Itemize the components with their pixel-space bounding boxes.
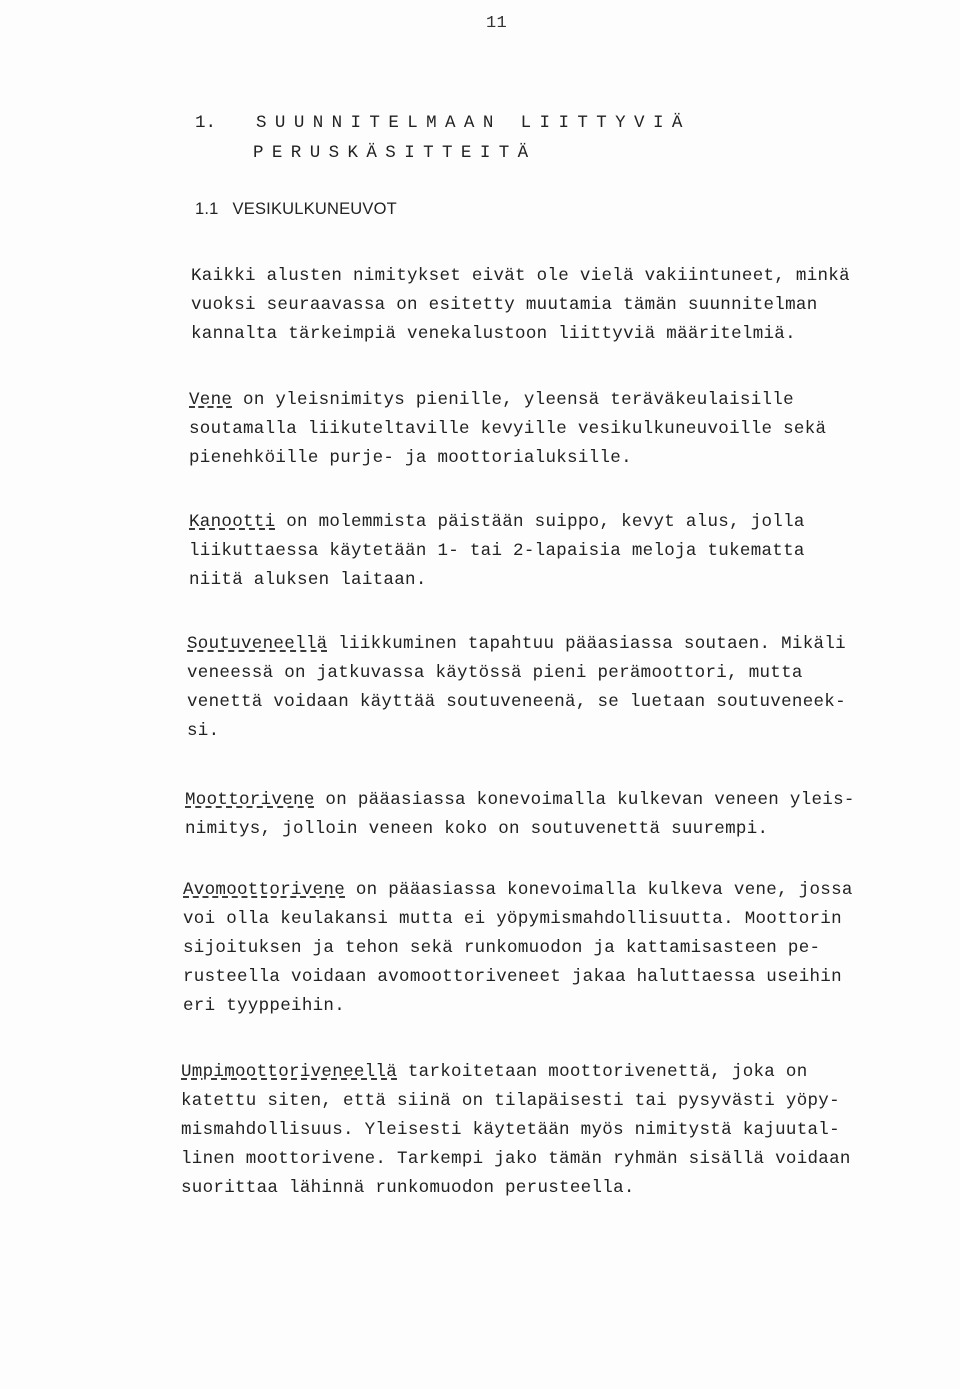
paragraph-line: veneessä on jatkuvassa käytössä pieni perämoottori, mutta <box>187 663 803 683</box>
paragraph-line: Kaikki alusten nimitykset eivät ole vielä vakiintuneet, minkä <box>191 266 850 286</box>
section-title: VESIKULKUNEUVOT <box>232 200 397 218</box>
paragraph-line: on pääasiassa konevoimalla kulkevan veneen yleis- <box>314 790 855 810</box>
paragraph-vene <box>189 386 949 473</box>
paragraph-line: on pääasiassa konevoimalla kulkeva vene, jossa <box>345 880 853 900</box>
paragraph-line: liikkuminen tapahtuu pääasiassa soutaen. Mikäli <box>327 634 846 654</box>
paragraph-kanootti <box>189 508 949 595</box>
paragraph-line: rusteella voidaan avomoottoriveneet jakaa haluttaessa useihin <box>183 967 842 987</box>
paragraph-umpimoottorivene <box>181 1058 941 1203</box>
paragraph-line: eri tyyppeihin. <box>183 996 346 1016</box>
section-number: 1.1 <box>195 200 219 218</box>
paragraph-line: kannalta tärkeimpiä venekalustoon liittyviä määritelmiä. <box>191 324 796 344</box>
paragraph-line: tarkoitetaan moottorivenettä, joka on <box>397 1062 808 1082</box>
defined-term: Avomoottorivene <box>183 880 346 900</box>
paragraph-line: suorittaa lähinnä runkomuodon perusteella. <box>181 1178 635 1198</box>
paragraph-line: linen moottorivene. Tarkempi jako tämän ryhmän sisällä voidaan <box>181 1149 851 1169</box>
paragraph-moottorivene <box>185 786 945 844</box>
paragraph-intro <box>191 262 951 349</box>
defined-term: Moottorivene <box>185 790 315 810</box>
chapter-title-line2: PERUSKÄSITTEITÄ <box>253 143 537 163</box>
defined-term: Soutuveneellä <box>187 634 328 654</box>
paragraph-line: sijoituksen ja tehon sekä runkomuodon ja kattamisasteen pe- <box>183 938 821 958</box>
paragraph-line: venettä voidaan käyttää soutuveneenä, se luetaan soutuveneek- <box>187 692 846 712</box>
paragraph-line: katettu siten, että siinä on tilapäisesti tai pysyvästi yöpy- <box>181 1091 840 1111</box>
page-number: 11 <box>486 14 508 33</box>
chapter-number: 1. <box>195 113 217 133</box>
paragraph-line: soutamalla liikuteltaville kevyille vesikulkuneuvoille sekä <box>189 419 827 439</box>
defined-term: Umpimoottoriveneellä <box>181 1062 398 1082</box>
paragraph-line: vuoksi seuraavassa on esitetty muutamia tämän suunnitelman <box>191 295 818 315</box>
defined-term: Vene <box>189 390 233 410</box>
paragraph-line: voi olla keulakansi mutta ei yöpymismahdollisuutta. Moottorin <box>183 909 842 929</box>
section-heading <box>195 200 397 219</box>
paragraph-line: liikuttaessa käytetään 1- tai 2-lapaisia meloja tukematta <box>189 541 805 561</box>
defined-term: Kanootti <box>189 512 276 532</box>
paragraph-line: nimitys, jolloin veneen koko on soutuvenettä suurempi. <box>185 819 769 839</box>
paragraph-avomoottorivene <box>183 876 943 1021</box>
paragraph-line: niitä aluksen laitaan. <box>189 570 427 590</box>
paragraph-line: on yleisnimitys pienille, yleensä teräväkeulaisille <box>232 390 794 410</box>
chapter-title-line1: SUUNNITELMAAN LIITTYVIÄ <box>256 113 691 133</box>
paragraph-line: on molemmista päistään suippo, kevyt alus, jolla <box>275 512 805 532</box>
paragraph-soutuvene <box>187 630 947 746</box>
paragraph-line: mismahdollisuus. Yleisesti käytetään myös nimitystä kajuutal- <box>181 1120 840 1140</box>
paragraph-line: pienehköille purje- ja moottorialuksille. <box>189 448 632 468</box>
paragraph-line: si. <box>187 721 220 741</box>
chapter-heading <box>195 108 691 168</box>
